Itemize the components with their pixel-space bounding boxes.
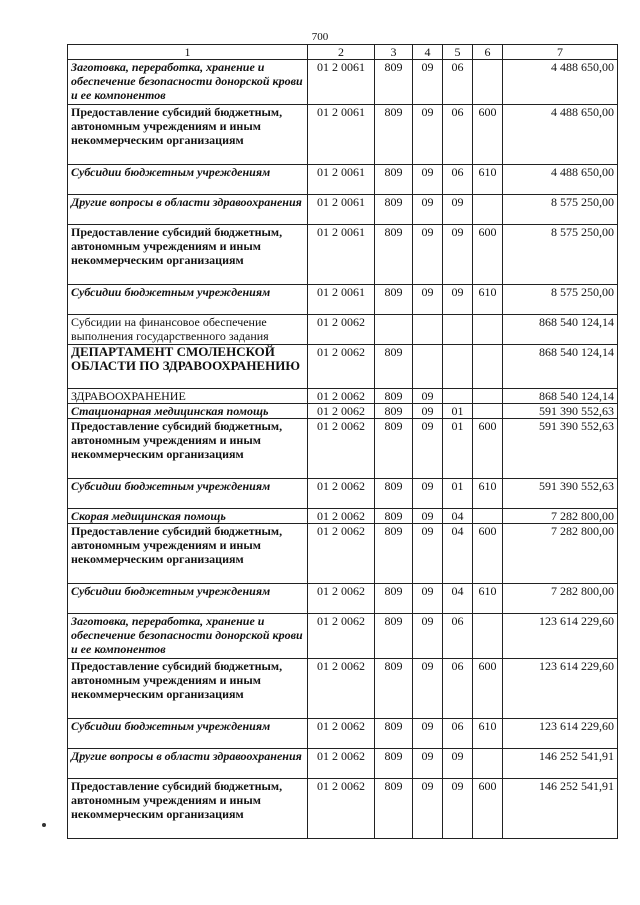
- row-expense-type-code: [473, 60, 503, 105]
- row-target-code: 01 2 0061: [308, 60, 375, 105]
- row-admin-code: 809: [375, 105, 413, 165]
- row-expense-type-code: 610: [473, 584, 503, 614]
- table-row: [68, 614, 618, 659]
- row-subsection-code: 06: [443, 614, 473, 659]
- row-section-code: 09: [413, 509, 443, 524]
- row-admin-code: 809: [375, 779, 413, 839]
- row-expense-type-code: 600: [473, 524, 503, 584]
- row-name: Заготовка, переработка, хранение и обеспечение безопасности донорской крови и ее компонентов: [68, 614, 308, 659]
- row-subsection-code: 09: [443, 285, 473, 315]
- row-expense-type-code: [473, 404, 503, 419]
- row-expense-type-code: 600: [473, 419, 503, 479]
- row-section-code: 09: [413, 659, 443, 719]
- row-section-code: 09: [413, 719, 443, 749]
- row-admin-code: 809: [375, 719, 413, 749]
- row-subsection-code: 04: [443, 509, 473, 524]
- row-admin-code: 809: [375, 419, 413, 479]
- row-target-code: 01 2 0062: [308, 749, 375, 779]
- row-section-code: 09: [413, 614, 443, 659]
- row-name: Субсидии бюджетным учреждениям: [68, 285, 308, 315]
- row-target-code: 01 2 0062: [308, 509, 375, 524]
- row-name: ЗДРАВООХРАНЕНИЕ: [68, 389, 308, 404]
- row-amount: 123 614 229,60: [503, 614, 618, 659]
- row-admin-code: 809: [375, 389, 413, 404]
- table-row: [68, 404, 618, 419]
- row-target-code: 01 2 0062: [308, 389, 375, 404]
- row-subsection-code: 06: [443, 165, 473, 195]
- row-expense-type-code: [473, 389, 503, 404]
- row-section-code: 09: [413, 419, 443, 479]
- row-subsection-code: [443, 345, 473, 389]
- table-row: [68, 659, 618, 719]
- column-header: 7: [503, 45, 618, 60]
- row-name: Предоставление субсидий бюджетным, автономным учреждениям и иным некоммерческим организациям: [68, 524, 308, 584]
- row-section-code: 09: [413, 285, 443, 315]
- margin-dot: [42, 823, 46, 827]
- row-section-code: 09: [413, 389, 443, 404]
- row-amount: 7 282 800,00: [503, 584, 618, 614]
- row-amount: 591 390 552,63: [503, 479, 618, 509]
- row-name: Скорая медицинская помощь: [68, 509, 308, 524]
- row-section-code: 09: [413, 524, 443, 584]
- row-admin-code: 809: [375, 749, 413, 779]
- row-admin-code: 809: [375, 524, 413, 584]
- row-section-code: 09: [413, 584, 443, 614]
- row-amount: 123 614 229,60: [503, 719, 618, 749]
- row-name: Субсидии бюджетным учреждениям: [68, 165, 308, 195]
- row-section-code: 09: [413, 749, 443, 779]
- row-name: Предоставление субсидий бюджетным, автономным учреждениям и иным некоммерческим организациям: [68, 419, 308, 479]
- row-admin-code: [375, 315, 413, 345]
- row-amount: 591 390 552,63: [503, 404, 618, 419]
- row-admin-code: 809: [375, 165, 413, 195]
- row-amount: 868 540 124,14: [503, 345, 618, 389]
- row-name: Предоставление субсидий бюджетным, автономным учреждениям и иным некоммерческим организациям: [68, 225, 308, 285]
- table-row: [68, 225, 618, 285]
- table-row: [68, 509, 618, 524]
- table-row: [68, 195, 618, 225]
- column-header: 5: [443, 45, 473, 60]
- row-section-code: 09: [413, 479, 443, 509]
- row-target-code: 01 2 0062: [308, 659, 375, 719]
- row-expense-type-code: [473, 315, 503, 345]
- row-subsection-code: [443, 389, 473, 404]
- row-expense-type-code: 600: [473, 779, 503, 839]
- row-amount: 146 252 541,91: [503, 779, 618, 839]
- row-amount: 4 488 650,00: [503, 105, 618, 165]
- row-expense-type-code: [473, 614, 503, 659]
- row-subsection-code: 06: [443, 105, 473, 165]
- row-admin-code: 809: [375, 584, 413, 614]
- row-subsection-code: 01: [443, 479, 473, 509]
- row-subsection-code: 06: [443, 719, 473, 749]
- row-expense-type-code: 600: [473, 105, 503, 165]
- row-target-code: 01 2 0061: [308, 225, 375, 285]
- row-admin-code: 809: [375, 509, 413, 524]
- row-amount: 8 575 250,00: [503, 195, 618, 225]
- table-row: [68, 285, 618, 315]
- row-amount: 8 575 250,00: [503, 225, 618, 285]
- row-subsection-code: 04: [443, 524, 473, 584]
- row-target-code: 01 2 0062: [308, 719, 375, 749]
- row-target-code: 01 2 0062: [308, 479, 375, 509]
- row-target-code: 01 2 0062: [308, 524, 375, 584]
- row-subsection-code: 01: [443, 404, 473, 419]
- row-name: Субсидии бюджетным учреждениям: [68, 719, 308, 749]
- row-admin-code: 809: [375, 225, 413, 285]
- row-target-code: 01 2 0061: [308, 195, 375, 225]
- row-name: Другие вопросы в области здравоохранения: [68, 749, 308, 779]
- row-subsection-code: 06: [443, 60, 473, 105]
- row-target-code: 01 2 0062: [308, 779, 375, 839]
- row-name: Заготовка, переработка, хранение и обеспечение безопасности донорской крови и ее компонентов: [68, 60, 308, 105]
- row-subsection-code: 09: [443, 779, 473, 839]
- row-subsection-code: 04: [443, 584, 473, 614]
- row-target-code: 01 2 0062: [308, 614, 375, 659]
- row-section-code: [413, 315, 443, 345]
- row-subsection-code: 09: [443, 225, 473, 285]
- table-row: [68, 419, 618, 479]
- row-section-code: 09: [413, 165, 443, 195]
- row-section-code: 09: [413, 404, 443, 419]
- row-name: Субсидии на финансовое обеспечение выполнения государственного задания: [68, 315, 308, 345]
- row-expense-type-code: 610: [473, 479, 503, 509]
- row-target-code: 01 2 0062: [308, 315, 375, 345]
- column-header: 3: [375, 45, 413, 60]
- table-row: [68, 524, 618, 584]
- row-amount: 868 540 124,14: [503, 389, 618, 404]
- row-name: Стационарная медицинская помощь: [68, 404, 308, 419]
- row-target-code: 01 2 0061: [308, 105, 375, 165]
- table-row: [68, 719, 618, 749]
- row-section-code: 09: [413, 195, 443, 225]
- row-expense-type-code: 610: [473, 285, 503, 315]
- row-amount: 146 252 541,91: [503, 749, 618, 779]
- row-section-code: 09: [413, 225, 443, 285]
- row-expense-type-code: 600: [473, 659, 503, 719]
- row-target-code: 01 2 0062: [308, 419, 375, 479]
- row-target-code: 01 2 0061: [308, 285, 375, 315]
- row-amount: 4 488 650,00: [503, 165, 618, 195]
- row-name: Другие вопросы в области здравоохранения: [68, 195, 308, 225]
- row-expense-type-code: [473, 345, 503, 389]
- page-number: 700: [311, 31, 329, 43]
- row-amount: 123 614 229,60: [503, 659, 618, 719]
- row-subsection-code: 09: [443, 195, 473, 225]
- table-row: [68, 165, 618, 195]
- row-target-code: 01 2 0062: [308, 404, 375, 419]
- column-header: 4: [413, 45, 443, 60]
- row-subsection-code: 09: [443, 749, 473, 779]
- row-name: Предоставление субсидий бюджетным, автономным учреждениям и иным некоммерческим организациям: [68, 779, 308, 839]
- column-header: 6: [473, 45, 503, 60]
- row-amount: 4 488 650,00: [503, 60, 618, 105]
- row-admin-code: 809: [375, 285, 413, 315]
- row-admin-code: 809: [375, 345, 413, 389]
- row-name: Субсидии бюджетным учреждениям: [68, 584, 308, 614]
- row-amount: 868 540 124,14: [503, 315, 618, 345]
- table-row: [68, 389, 618, 404]
- row-section-code: [413, 345, 443, 389]
- column-header: 1: [68, 45, 308, 60]
- column-number-row: [68, 45, 618, 60]
- row-amount: 7 282 800,00: [503, 509, 618, 524]
- row-target-code: 01 2 0061: [308, 165, 375, 195]
- table-row: [68, 749, 618, 779]
- row-section-code: 09: [413, 105, 443, 165]
- table-row: [68, 60, 618, 105]
- table-row: [68, 584, 618, 614]
- table-row: [68, 479, 618, 509]
- row-amount: 7 282 800,00: [503, 524, 618, 584]
- row-expense-type-code: [473, 749, 503, 779]
- row-target-code: 01 2 0062: [308, 584, 375, 614]
- row-subsection-code: [443, 315, 473, 345]
- row-subsection-code: 06: [443, 659, 473, 719]
- row-name: ДЕПАРТАМЕНТ СМОЛЕНСКОЙ ОБЛАСТИ ПО ЗДРАВООХРАНЕНИЮ: [68, 345, 308, 389]
- row-expense-type-code: [473, 195, 503, 225]
- table-row: [68, 779, 618, 839]
- row-expense-type-code: 600: [473, 225, 503, 285]
- row-section-code: 09: [413, 60, 443, 105]
- table-row: [68, 105, 618, 165]
- row-amount: 591 390 552,63: [503, 419, 618, 479]
- row-expense-type-code: [473, 509, 503, 524]
- row-expense-type-code: 610: [473, 719, 503, 749]
- row-name: Предоставление субсидий бюджетным, автономным учреждениям и иным некоммерческим организациям: [68, 105, 308, 165]
- row-admin-code: 809: [375, 195, 413, 225]
- row-target-code: 01 2 0062: [308, 345, 375, 389]
- table-row: [68, 345, 618, 389]
- row-section-code: 09: [413, 779, 443, 839]
- column-header: 2: [308, 45, 375, 60]
- row-admin-code: 809: [375, 614, 413, 659]
- row-admin-code: 809: [375, 479, 413, 509]
- table-body: [68, 60, 618, 839]
- row-admin-code: 809: [375, 659, 413, 719]
- row-subsection-code: 01: [443, 419, 473, 479]
- row-name: Предоставление субсидий бюджетным, автономным учреждениям и иным некоммерческим организациям: [68, 659, 308, 719]
- row-name: Субсидии бюджетным учреждениям: [68, 479, 308, 509]
- row-admin-code: 809: [375, 404, 413, 419]
- table-row: [68, 315, 618, 345]
- row-expense-type-code: 610: [473, 165, 503, 195]
- row-admin-code: 809: [375, 60, 413, 105]
- row-amount: 8 575 250,00: [503, 285, 618, 315]
- budget-table: [67, 44, 618, 839]
